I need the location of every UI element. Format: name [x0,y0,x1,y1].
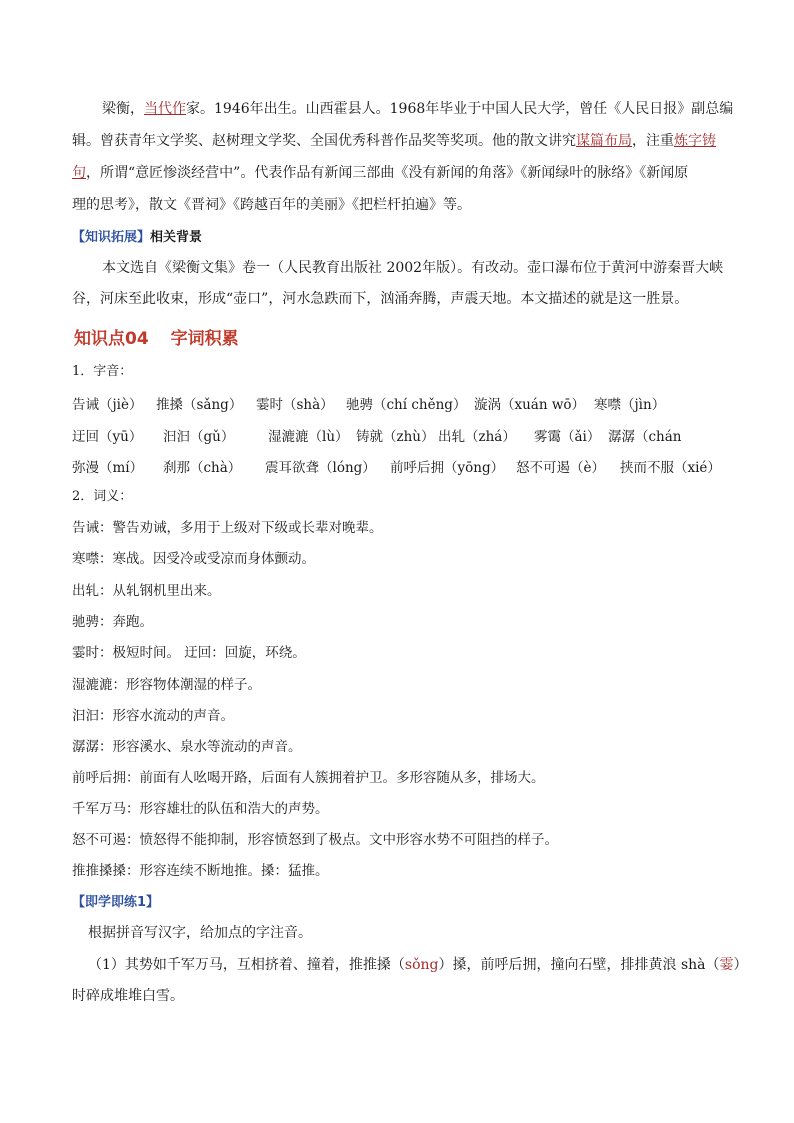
link-contemporary-writer[interactable]: 当代作 [144,101,186,117]
pron-item: 霎时（shà） [256,397,334,413]
bio-text: 辑。曾获青年文学奖、赵树理文学奖、全国优秀科普作品奖等奖项。他的散文讲究 [72,133,576,149]
section-name: 字词积累 [170,329,239,349]
practice-question-1 [88,955,748,975]
answer-pinyin: sǒng [404,957,439,973]
section-title [74,324,239,349]
link-structure[interactable]: 谋篇布局 [576,133,632,149]
bio-line-1 [102,99,733,119]
question-text: ）搡，前呼后拥，撞向石壁，排排黄浪 shà（ [438,957,720,973]
meaning-item: 前呼后拥：前面有人吆喝开路，后面有人簇拥着护卫。多形容随从多，排场大。 [72,770,545,786]
pron-item: 湿漉漉（lù） [268,429,349,445]
link-wording-cont[interactable]: 句 [72,165,86,181]
pron-item: 怒不可遏（è） [516,460,605,476]
practice-question-1-cont: 时碎成堆堆白雪。 [72,988,184,1004]
practice-heading [72,892,159,913]
bio-line-3 [72,163,688,183]
meaning-item: 怒不可遏：愤怒得不能抑制，形容愤怒到了极点。文中形容水势不可阻挡的样子。 [72,832,558,848]
pron-item: 弥漫（mí） [72,460,144,476]
meaning-item: 推推搡搡：形容连续不断地推。搡：猛推。 [72,863,329,879]
bio-text: ，注重 [632,133,674,149]
pron-item: 迂回（yū） [72,429,143,445]
bio-text: 家。1946年出生。山西霍县人。1968年毕业于中国人民大学，曾任《人民日报》副总编 [186,101,734,117]
pron-item: 汩汩（gǔ） [163,429,235,445]
bio-text: ，所谓“意匠惨淡经营中”。代表作品有新闻三部曲《没有新闻的角落》《新闻绿叶的脉络》《新闻原 [86,165,689,181]
pron-item: 挟而不服（xié） [620,460,721,476]
pron-item: 寒噤（jìn） [594,397,666,413]
pron-item: 漩涡（xuán wō） [474,397,586,413]
pron-item: 潺潺（chán [608,429,682,445]
meaning-item: 寒噤：寒战。因受冷或受凉而身体颤动。 [72,551,315,567]
meaning-heading: 2．词义： [72,489,133,504]
background-line-2: 谷，河床至此收束，形成“壶口”，河水急跌而下，汹涌奔腾，声震天地。本文描述的就是这一胜景。 [72,291,689,307]
pron-item: 驰骋（chí chěng） [346,397,467,413]
pron-item: 前呼后拥（yōng） [390,460,505,476]
bio-text: 梁衡， [102,101,144,117]
meaning-item: 霎时：极短时间。 迂回：回旋，环绕。 [72,645,306,661]
background-title: 相关背景 [150,230,203,245]
background-line-1: 本文选自《梁衡文集》卷一（人民教育出版社 2002年版）。有改动。壶口瀑布位于黄河中游秦晋大峡 [102,260,724,276]
bio-line-4: 理的思考》，散文《晋祠》《跨越百年的美丽》《把栏杆拍遍》等。 [72,197,471,213]
pron-item: 铸就（zhù） [356,429,435,445]
meaning-item: 湿漉漉：形容物体潮湿的样子。 [72,677,261,693]
meaning-item: 出轧：从轧钢机里出来。 [72,583,221,599]
question-text: （1）其势如千军万马，互相挤着、撞着，推推搡（ [88,957,405,973]
meaning-item: 驰骋：奔跑。 [72,614,153,630]
meaning-item: 千军万马：形容雄壮的队伍和浩大的声势。 [72,801,329,817]
pron-item: 刹那（chà） [163,460,242,476]
link-wording[interactable]: 炼字铸 [674,133,716,149]
pron-item: 推搡（sǎng） [156,397,243,413]
background-heading [72,227,202,248]
practice-tag: 【即学即练1】 [72,895,160,910]
answer-character: 霎 [719,957,734,973]
meaning-item: 汩汩：形容水流动的声音。 [72,708,234,724]
pron-item: 雾霭（ǎi） [534,429,601,445]
knowledge-tag: 【知识拓展】 [72,230,151,245]
pron-item: 出轧（zhá） [438,429,516,445]
meaning-item: 潺潺：形容溪水、泉水等流动的声音。 [72,739,302,755]
question-text: ） [733,957,748,973]
practice-instruction: 根据拼音写汉字，给加点的字注音。 [88,925,312,941]
pron-item: 震耳欲聋（lóng） [265,460,376,476]
pron-item: 告诫（jiè） [72,397,143,413]
bio-line-2 [72,131,716,151]
section-number: 知识点04 [74,329,149,349]
pronunciation-heading: 1．字音： [72,364,133,379]
meaning-item: 告诫：警告劝诫，多用于上级对下级或长辈对晚辈。 [72,520,383,536]
